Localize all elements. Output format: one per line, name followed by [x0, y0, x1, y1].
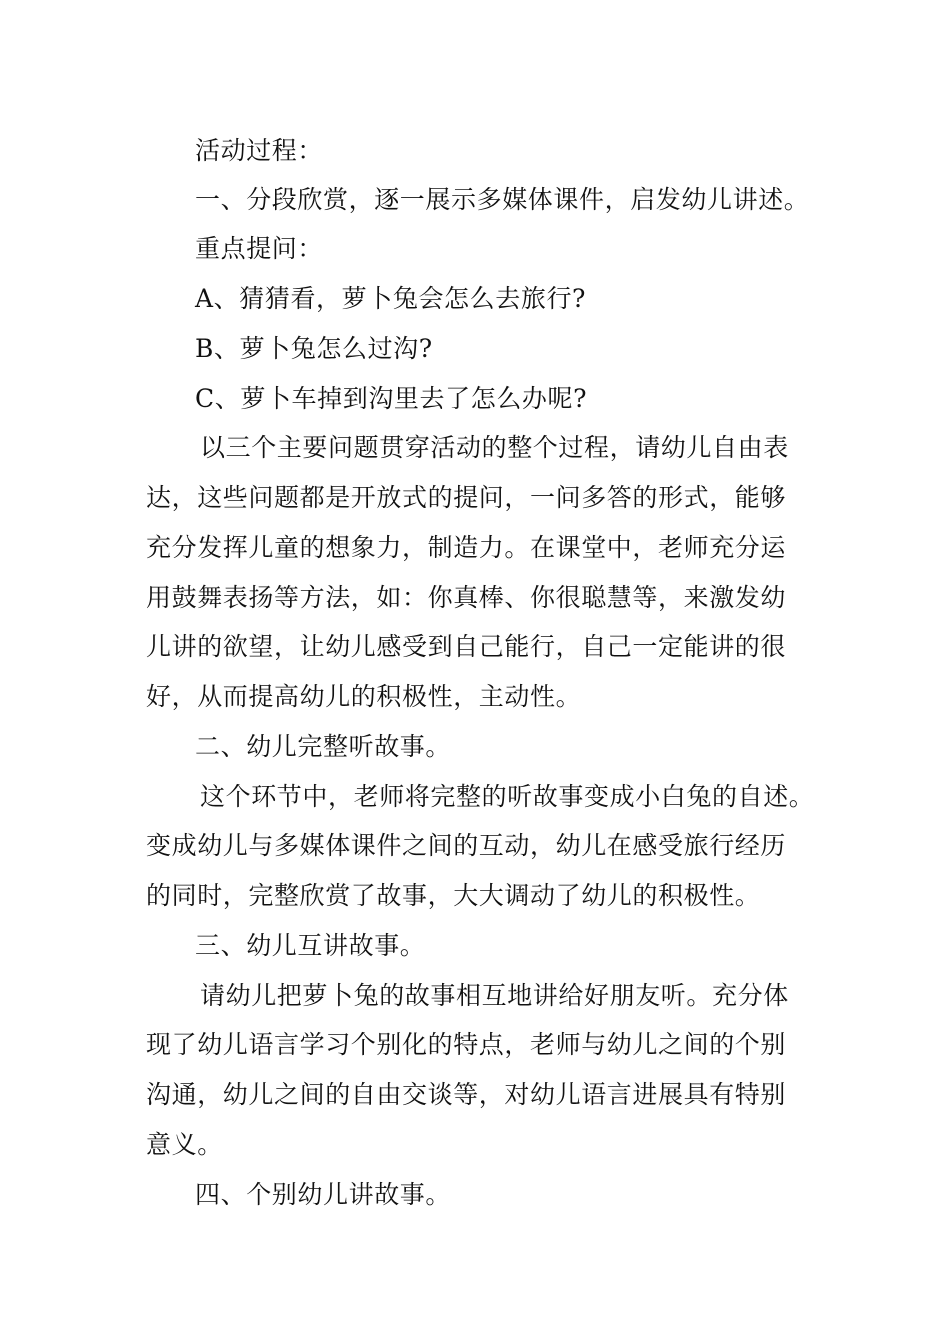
step-two-heading: 二、幼儿完整听故事。 [195, 732, 452, 761]
paragraph-line: 这个环节中，老师将完整的听故事变成小白兔的自述。 [200, 782, 815, 811]
paragraph-line: 达，这些问题都是开放式的提问，一问多答的形式，能够 [146, 483, 787, 512]
paragraph-line: 充分发挥儿童的想象力，制造力。在课堂中，老师充分运 [146, 533, 787, 562]
paragraph-line: 儿讲的欲望，让幼儿感受到自己能行，自己一定能讲的很 [146, 632, 787, 661]
paragraph-line: 沟通，幼儿之间的自由交谈等，对幼儿语言进展具有特别 [146, 1080, 787, 1109]
step-three-heading: 三、幼儿互讲故事。 [195, 931, 426, 960]
section-heading-activity-process: 活动过程： [195, 136, 324, 165]
paragraph-line: 意义。 [146, 1130, 223, 1159]
paragraph-line: 用鼓舞表扬等方法，如：你真棒、你很聪慧等，来激发幼 [146, 583, 787, 612]
step-four-heading: 四、个别幼儿讲故事。 [195, 1180, 452, 1209]
paragraph-line: 变成幼儿与多媒体课件之间的互动，幼儿在感受旅行经历 [146, 831, 787, 860]
question-b: B、萝卜兔怎么过沟? [195, 334, 433, 363]
step-one-heading: 一、分段欣赏，逐一展示多媒体课件，启发幼儿讲述。 [195, 185, 810, 214]
paragraph-line: 好，从而提高幼儿的积极性，主动性。 [146, 682, 582, 711]
paragraph-line: 的同时，完整欣赏了故事，大大调动了幼儿的积极性。 [146, 881, 761, 910]
question-a: A、猜猜看，萝卜兔会怎么去旅行? [195, 284, 587, 313]
paragraph-line: 请幼儿把萝卜兔的故事相互地讲给好朋友听。充分体 [200, 981, 789, 1010]
paragraph-line: 现了幼儿语言学习个别化的特点，老师与幼儿之间的个别 [146, 1030, 787, 1059]
key-questions-heading: 重点提问： [195, 234, 324, 263]
paragraph-line: 以三个主要问题贯穿活动的整个过程，请幼儿自由表 [200, 433, 789, 462]
question-c: C、萝卜车掉到沟里去了怎么办呢? [195, 384, 588, 413]
